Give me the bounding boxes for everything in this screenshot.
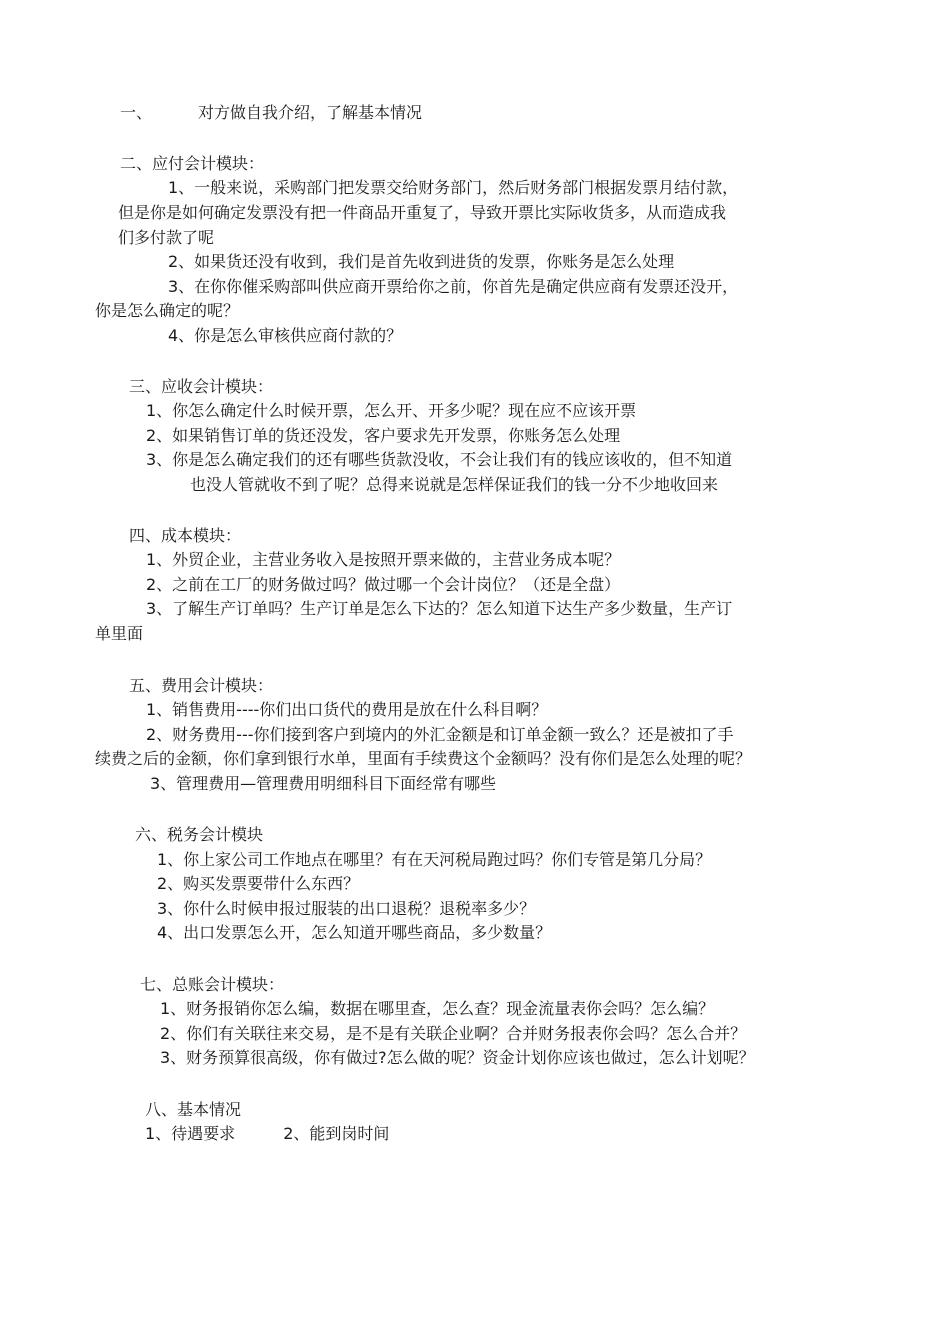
s3-question-3-line-1: 3、你是怎么确定我们的还有哪些货款没收，不会让我们有的钱应该收的，但不知道 xyxy=(146,450,733,469)
s5-question-1: 1、销售费用----你们出口货代的费用是放在什么科目啊？ xyxy=(146,700,548,719)
section-1-heading xyxy=(120,102,422,124)
section-5-heading: 五、费用会计模块： xyxy=(129,676,274,695)
s4-question-2: 2、之前在工厂的财务做过吗？做过哪一个会计岗位？（还是全盘） xyxy=(146,575,621,594)
s2-question-1-line-1: 1、一般来说，采购部门把发票交给财务部门，然后财务部门根据发票月结付款， xyxy=(168,178,739,197)
section-8-heading: 八、基本情况 xyxy=(145,1100,242,1119)
s6-question-4: 4、出口发票怎么开，怎么知道开哪些商品，多少数量？ xyxy=(157,923,552,942)
s8-items xyxy=(145,1123,389,1145)
s4-question-1: 1、外贸企业，主营业务收入是按照开票来做的，主营业务成本呢？ xyxy=(146,550,621,569)
s4-question-3-line-2: 单里面 xyxy=(95,624,144,643)
s6-question-1: 1、你上家公司工作地点在哪里？有在天河税局跑过吗？你们专管是第几分局？ xyxy=(157,850,712,869)
s7-question-1: 1、财务报销你怎么编，数据在哪里查，怎么查？现金流量表你会吗？怎么编？ xyxy=(160,999,715,1018)
s7-question-2: 2、你们有关联往来交易，是不是有关联企业啊？合并财务报表你会吗？怎么合并？ xyxy=(160,1024,747,1043)
s7-question-3: 3、财务预算很高级，你有做过?怎么做的呢？资金计划你应该也做过，怎么计划呢？ xyxy=(160,1048,755,1067)
s2-question-1-line-3: 们多付款了呢 xyxy=(118,228,215,247)
s3-question-3-line-2: 也没人管就收不到了呢？总得来说就是怎样保证我们的钱一分不少地收回来 xyxy=(190,475,719,494)
s3-question-2: 2、如果销售订单的货还没发，客户要求先开发票，你账务怎么处理 xyxy=(146,426,621,445)
s2-question-1-line-2: 但是你是如何确定发票没有把一件商品开重复了，导致开票比实际收货多，从而造成我 xyxy=(118,203,727,222)
section-6-heading: 六、税务会计模块 xyxy=(135,825,264,844)
section-1-title: 对方做自我介绍，了解基本情况 xyxy=(198,103,423,122)
s6-question-2: 2、购买发票要带什么东西？ xyxy=(157,874,360,893)
s5-question-2-line-2: 续费之后的金额，你们拿到银行水单，里面有手续费这个金额吗？没有你们是怎么处理的呢？ xyxy=(95,749,752,768)
section-7-heading: 七、总账会计模块： xyxy=(140,975,285,994)
s8-item-start-date: 2、能到岗时间 xyxy=(283,1124,390,1143)
section-4-heading: 四、成本模块： xyxy=(129,526,242,545)
section-2-heading: 二、应付会计模块： xyxy=(120,154,265,173)
s5-question-3: 3、管理费用—管理费用明细科目下面经常有哪些 xyxy=(150,774,497,793)
s8-item-salary: 1、待遇要求 xyxy=(145,1124,236,1143)
s6-question-3: 3、你什么时候申报过服装的出口退税？退税率多少？ xyxy=(157,899,536,918)
s2-question-3-line-1: 3、在你你催采购部叫供应商开票给你之前，你首先是确定供应商有发票还没开， xyxy=(168,277,739,296)
s3-question-1: 1、你怎么确定什么时候开票，怎么开、开多少呢？现在应不应该开票 xyxy=(146,401,637,420)
s5-question-2-line-1: 2、财务费用---你们接到客户到境内的外汇金额是和订单金额一致么？还是被扣了手 xyxy=(146,725,734,744)
section-3-heading: 三、应收会计模块： xyxy=(129,377,274,396)
s2-question-2: 2、如果货还没有收到，我们是首先收到进货的发票，你账务是怎么处理 xyxy=(168,252,675,271)
s2-question-3-line-2: 你是怎么确定的呢？ xyxy=(95,301,240,320)
section-1-number: 一、 xyxy=(120,103,153,122)
s2-question-4: 4、你是怎么审核供应商付款的？ xyxy=(168,326,403,345)
s4-question-3-line-1: 3、了解生产订单吗？生产订单是怎么下达的？怎么知道下达生产多少数量，生产订 xyxy=(146,599,733,618)
